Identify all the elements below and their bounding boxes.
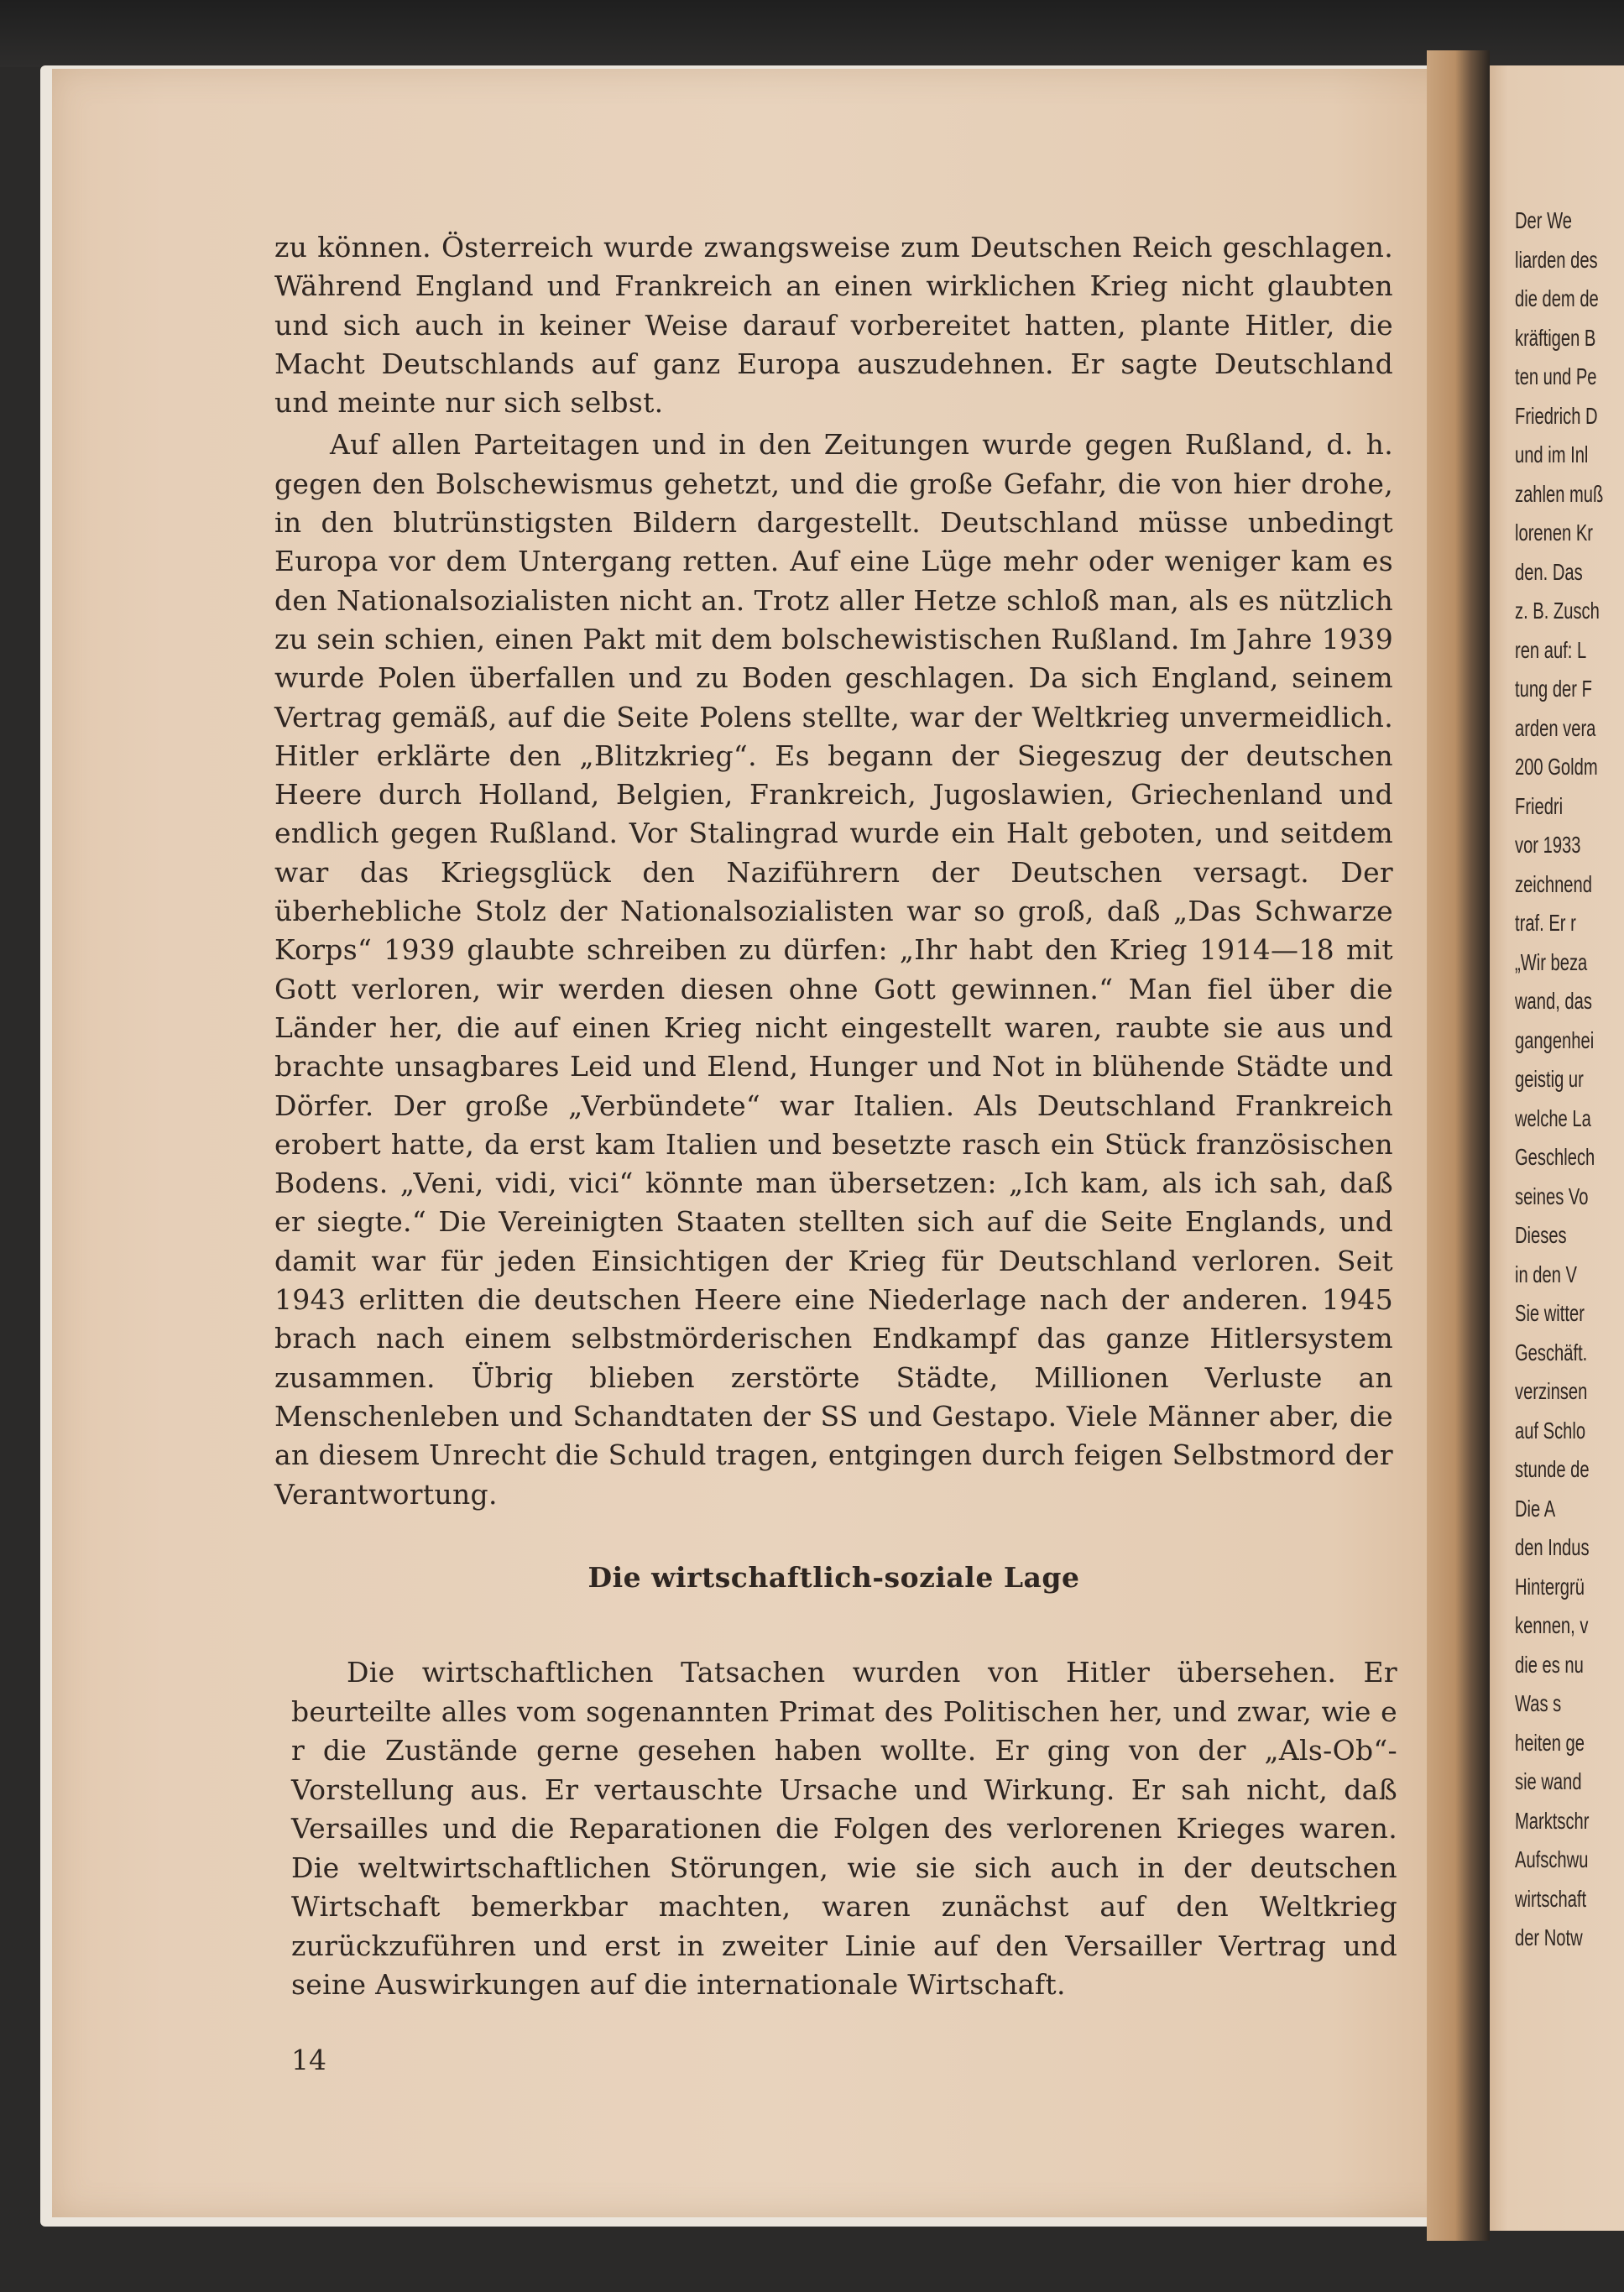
right-page-line: kräftigen B [1515,324,1596,351]
right-page-line: stunde de [1515,1456,1590,1482]
paragraph-2: Auf allen Parteitagen und in den Zeitungen wurde gegen Rußland, d. h. gegen den Bolschewismus gehetzt, und die große Gefahr, die von hier drohe, in den blutrünstigsten Bildern dargestellt. Deutschland müsse unbedingt Europa vor dem Untergang retten. Auf eine Lüge mehr oder weniger kam es den Nationalsozialisten nicht an. Trotz aller Hetze schloß man, als es nützlich zu sein schien, einen Pakt mit dem bolschewistischen Rußland. Im Jahre 1939 wurde Polen überfallen und zu Boden geschlagen. Da sich England, seinem Vertrag gemäß, auf die Seite Polens stellte, war der Weltkrieg unvermeidlich. Hitler erklärte den „Blitzkrieg“. Es begann der Siegeszug der deutschen Heere durch Holland, Belgien, Frankreich, Jugoslawien, Griechenland und endlich gegen Rußland. Vor Stalingrad wurde ein Halt geboten, und seitdem war das Kriegsglück den Naziführern der Deutschen versagt. Der überhebliche Stolz der Nationalsozialisten war so groß, daß „Das Schwarze Korps“ 1939 glaubte schreiben zu dürfen: „Ihr habt den Krieg 1914—18 mit Gott verloren, wir werden diesen ohne Gott gewinnen.“ Man fiel über die Länder her, die auf einen Krieg nicht eingestellt waren, raubte sie aus und brachte unsagbares Leid und Elend, Hunger und Not in blühende Städte und Dörfer. Der große „Verbündete“ war Italien. Als Deutschland Frankreich erobert hatte, da erst kam Italien und besetzte rasch ein Stück französischen Bodens. „Veni, vidi, vici“ könnte man übersetzen: „Ich kam, als ich sah, daß er siegte.“ Die Vereinigten Staaten stellten sich auf die Seite Englands, und damit war für jeden Einsichtigen der Krieg für Deutschland verloren. Seit 1943 erlitten die deutschen Heere eine Niederlage nach der anderen. 1945 brach nach einem selbstmörderischen Endkampf das ganze Hitlersystem zusammen. Übrig blieben zerstörte Städte, Millionen Verluste an Menschenleben und Schandtaten der SS und Gestapo. Viele Männer aber, die an diesem Unrecht die Schuld tragen, entgingen durch feigen Selbstmord der Verantwortung. [274,428,1393,1511]
right-page-line: wand, das [1515,988,1592,1014]
right-page-line: Hintergrü [1515,1573,1585,1600]
right-page-line: Was s [1515,1690,1562,1716]
right-page-line: Geschlech [1515,1144,1595,1170]
section-heading: Die wirtschaftlich-soziale Lage [587,1561,1080,1594]
right-page-line: tung der F [1515,676,1592,702]
right-page-line: und im Inl [1515,441,1589,467]
right-page-line: Der We [1515,207,1572,233]
right-page-line: traf. Er r [1515,910,1576,936]
right-page-line: den. Das [1515,558,1583,585]
right-page-line: Marktschr [1515,1807,1590,1834]
right-page-line: welche La [1515,1104,1591,1131]
right-page-line: Dieses [1515,1222,1567,1248]
right-page-line: vor 1933 [1515,832,1581,858]
right-page-line: ten und Pe [1515,363,1597,389]
right-page-line: geistig ur [1515,1066,1584,1092]
right-page-line: „Wir beza [1515,948,1588,975]
book-gutter [1427,50,1490,2241]
right-page-line: wirtschaft [1515,1885,1587,1912]
right-page-line: auf Schlo [1515,1417,1586,1444]
right-page-line: gangenhei [1515,1026,1595,1053]
right-page-line: z. B. Zusch [1515,598,1600,624]
right-page-line: heiten ge [1515,1729,1585,1756]
right-page-line: Sie witter [1515,1300,1585,1326]
right-page-line: lorenen Kr [1515,519,1594,546]
right-page-line: Die A [1515,1495,1556,1522]
right-page-line: verzinsen [1515,1378,1588,1404]
right-page-line: den Indus [1515,1534,1590,1560]
right-page-line: seines Vo [1515,1183,1589,1209]
right-page-line: Friedri [1515,792,1564,819]
right-page-line: zeichnend [1515,870,1592,897]
right-page-line: liarden des [1515,246,1598,273]
right-page-line: Friedrich D [1515,402,1598,429]
second-text-block [291,1653,1397,2005]
right-page-line: kennen, v [1515,1612,1589,1638]
right-page-line: die es nu [1515,1651,1584,1678]
right-page-line: sie wand [1515,1768,1582,1794]
right-page-line: ren auf: L [1515,636,1587,663]
right-page-line: Geschäft. [1515,1339,1588,1365]
right-page-line: arden vera [1515,714,1596,741]
right-page-line: 200 Goldm [1515,754,1598,780]
right-page-line: in den V [1515,1261,1577,1287]
paragraph-3: Die wirtschaftlichen Tatsachen wurden von Hitler übersehen. Er beurteilte alles vom sogenannten Primat des Politischen her, und zwar, wie e r die Zustände gerne gesehen haben wollte. Er ging von der „Als-Ob“-Vorstellung aus. Er vertauschte Ursache und Wirkung. Er sah nicht, daß Versailles und die Reparationen die Folgen des verlorenen Krieges waren. Die weltwirtschaftlichen Störungen, wie sie sich auch in der deutschen Wirtschaft bemerkbar machten, waren zunächst auf den Weltkrieg zurückzuführen und erst in zweiter Linie auf den Versailler Vertrag und seine Auswirkungen auf die internationale Wirtschaft. [291,1656,1397,2001]
page-number: 14 [291,2044,326,2076]
right-page-line: der Notw [1515,1924,1583,1950]
right-page-line: zahlen muß [1515,480,1604,507]
scanner-background [0,0,1624,67]
right-page-line: Aufschwu [1515,1846,1589,1872]
right-page-line: die dem de [1515,285,1599,311]
main-text-block [274,228,1393,1514]
paragraph-1: zu können. Österreich wurde zwangsweise zum Deutschen Reich geschlagen. Während England und Frankreich an einen wirklichen Krieg nicht glaubten und sich auch in keiner Weise darauf vorbereitet hatten, plante Hitler, die Macht Deutschlands auf ganz Europa auszudehnen. Er sagte Deutschland und meinte nur sich selbst. [274,231,1393,420]
right-page-text [1515,201,1604,1958]
